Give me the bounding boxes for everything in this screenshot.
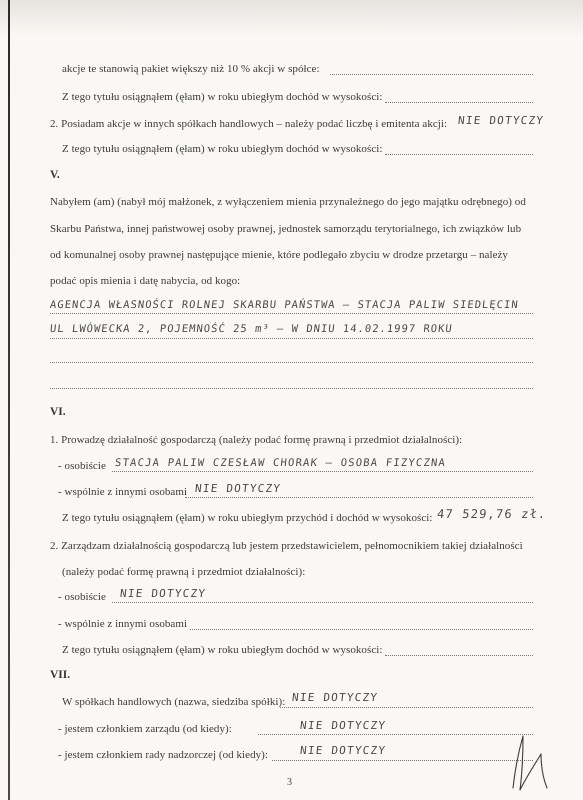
fill-line <box>385 102 533 103</box>
text-line: Nabyłem (am) (nabył mój małżonek, z wyłączeniem mienia przynależnego do jego majątku odrębnego) od <box>50 196 526 208</box>
section-heading-v: V. <box>50 169 60 181</box>
signature-mark <box>505 730 555 792</box>
text-line: 2. Zarządzam działalnością gospodarczą lub jestem przedstawicielem, pełnomocnikiem takiej działalności <box>50 540 523 552</box>
fill-line <box>50 338 533 339</box>
handwritten-entry: NIE DOTYCZY <box>457 114 545 127</box>
handwritten-entry: STACJA PALIW CZESŁAW CHORAK – OSOBA FIZYCZNA <box>114 457 447 469</box>
fill-line <box>272 760 533 761</box>
handwritten-entry: AGENCJA WŁASNOŚCI ROLNEJ SKARBU PAŃSTWA – STACJA PALIW SIEDLĘCIN <box>49 299 520 311</box>
text-line: Skarbu Państwa, innej państwowej osoby prawnej, jednostek samorządu terytorialnego, ich związków lub <box>50 223 522 235</box>
handwritten-entry: 47 529,76 zł. <box>436 507 548 521</box>
handwritten-entry: NIE DOTYCZY <box>299 744 387 757</box>
fill-line <box>50 362 533 363</box>
fill-line <box>50 388 533 389</box>
fill-line <box>112 602 533 603</box>
text-line: - jestem członkiem rady nadzorczej (od kiedy): <box>58 749 268 761</box>
handwritten-entry: UL LWÓWECKA 2, POJEMNOŚĆ 25 m³ – W DNIU 14.02.1997 ROKU <box>49 323 454 335</box>
fill-line <box>330 74 533 75</box>
text-line: akcje te stanowią pakiet większy niż 10 % akcji w spółce: <box>62 63 320 75</box>
handwritten-entry: NIE DOTYCZY <box>194 482 282 495</box>
text-line: od komunalnej osoby prawnej następujące mienie, które podlegało zbyciu w drodze przetargu – należy <box>50 249 508 261</box>
handwritten-entry: NIE DOTYCZY <box>299 719 387 732</box>
fill-line <box>385 154 533 155</box>
scan-shadow <box>0 0 583 36</box>
fill-line <box>280 707 533 708</box>
text-line: 2. Posiadam akcje w innych spółkach handlowych – należy podać liczbę i emitenta akcji: <box>50 118 448 130</box>
fill-line <box>50 313 533 314</box>
fill-line <box>190 629 533 630</box>
text-line: - wspólnie z innymi osobami <box>58 618 188 630</box>
section-heading-vii: VII. <box>50 669 71 681</box>
text-line: W spółkach handlowych (nazwa, siedziba spółki): <box>62 696 286 708</box>
text-line: Z tego tytułu osiągnąłem (ęłam) w roku ubiegłym przychód i dochód w wysokości: <box>62 512 433 524</box>
page-edge <box>8 0 10 800</box>
fill-line <box>385 655 533 656</box>
text-line: - osobiście <box>58 460 106 472</box>
text-line: - osobiście <box>58 591 106 603</box>
text-line: (należy podać formę prawną i przedmiot działalności): <box>62 566 306 578</box>
text-line: 1. Prowadzę działalność gospodarczą (należy podać formę prawną i przedmiot działalności): <box>50 434 463 446</box>
text-line: Z tego tytułu osiągnąłem (ęłam) w roku ubiegłym dochód w wysokości: <box>62 143 383 155</box>
fill-line <box>258 734 533 735</box>
text-line: - jestem członkiem zarządu (od kiedy): <box>58 723 232 735</box>
text-line: Z tego tytułu osiągnąłem (ęłam) w roku ubiegłym dochód w wysokości: <box>62 644 383 656</box>
fill-line <box>112 471 533 472</box>
fill-line <box>185 497 533 498</box>
section-heading-vi: VI. <box>50 406 66 418</box>
text-line: Z tego tytułu osiągnąłem (ęłam) w roku ubiegłym dochód w wysokości: <box>62 91 383 103</box>
text-line: podać opis mienia i datę nabycia, od kogo: <box>50 275 241 287</box>
text-line: - wspólnie z innymi osobami <box>58 486 188 498</box>
page-number: 3 <box>287 777 292 788</box>
handwritten-entry: NIE DOTYCZY <box>291 691 379 704</box>
handwritten-entry: NIE DOTYCZY <box>119 587 207 600</box>
